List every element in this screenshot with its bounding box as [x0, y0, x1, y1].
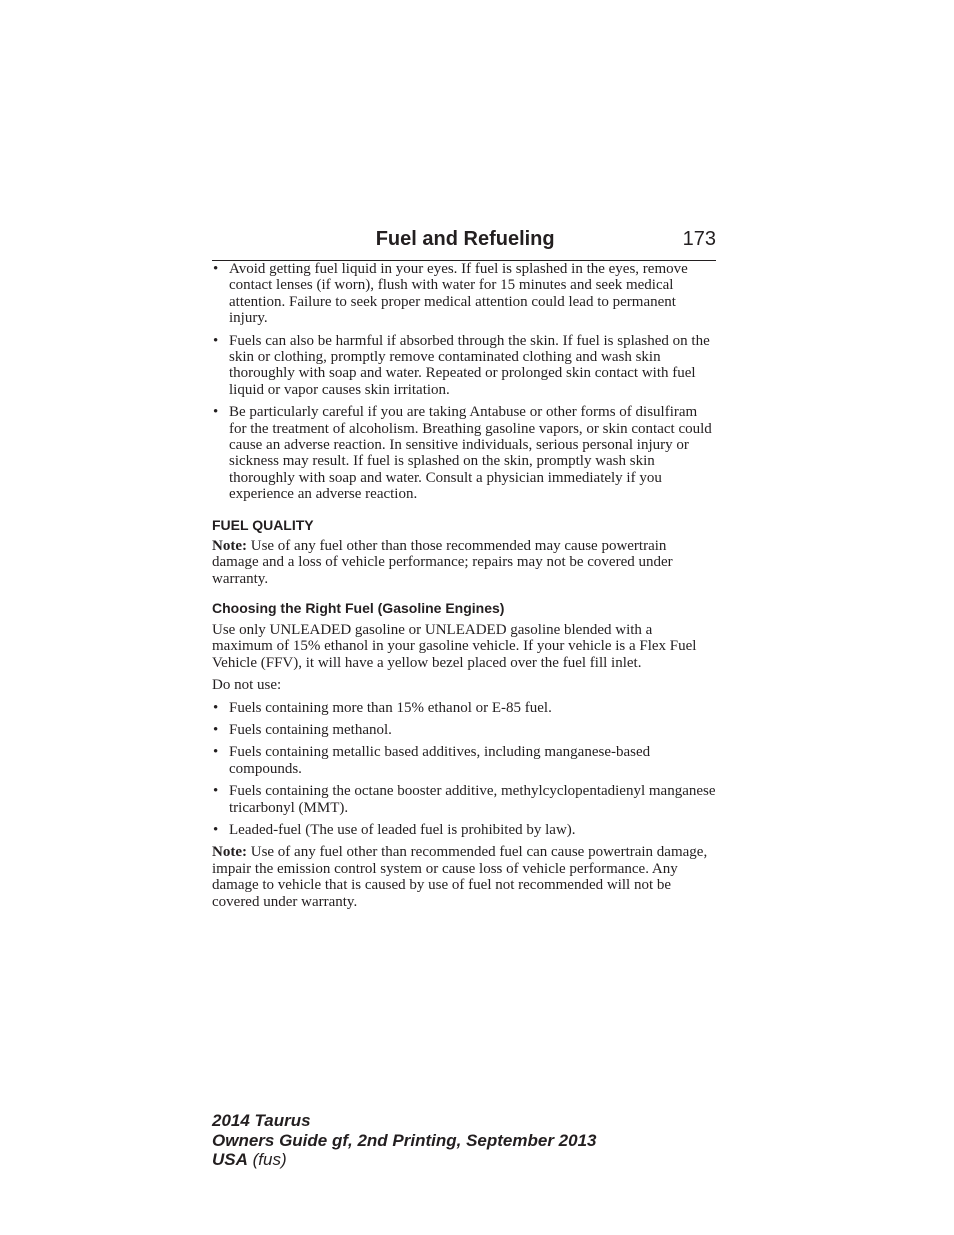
footer-region-main: USA	[212, 1150, 248, 1169]
page-footer	[212, 1111, 596, 1170]
fuel-quality-note	[212, 538, 716, 587]
footer-model: 2014 Taurus	[212, 1111, 311, 1130]
list-item: • Be particularly careful if you are taking Antabuse or other forms of disulfiram for the treatment of alcoholism. Breathing gasoline vapors, or skin contact could cause an adverse reaction. In sensitive individuals, serious personal injury or sickness may result. If fuel is splashed on the skin, promptly wash skin thoroughly with soap and water. Consult a physician immediately if you experience an adverse reaction.	[212, 404, 716, 502]
footer-region	[212, 1150, 596, 1170]
do-not-use-list	[212, 700, 716, 839]
note-text: Use of any fuel other than recommended fuel can cause powertrain damage, impair the emission control system or cause loss of vehicle performance. Any damage to vehicle that is caused by use of fuel not recommended will not be covered under warranty.	[212, 844, 708, 910]
note-text: Use of any fuel other than those recommended may cause powertrain damage and a loss of vehicle performance; repairs may not be covered under warranty.	[212, 537, 673, 587]
list-item: • Fuels can also be harmful if absorbed through the skin. If fuel is splashed on the skin or clothing, promptly remove contaminated clothing and wash skin thoroughly with soap and water. Repeated or prolonged skin contact with fuel liquid or vapor causes skin irritation.	[212, 333, 716, 399]
do-not-use-label: Do not use:	[212, 677, 282, 694]
choosing-fuel-heading: Choosing the Right Fuel (Gasoline Engines)	[212, 599, 505, 616]
list-item: • Fuels containing methanol.	[212, 722, 716, 738]
list-item: • Fuels containing metallic based additives, including manganese-based compounds.	[212, 744, 716, 777]
note-label: Note:	[212, 537, 247, 554]
note-label: Note:	[212, 844, 247, 861]
safety-bullet-list	[212, 261, 716, 503]
section-title: Fuel and Refueling	[375, 228, 555, 250]
page-content	[212, 228, 716, 910]
footer-region-suffix: (fus)	[247, 1150, 287, 1169]
page-number: 173	[682, 228, 716, 250]
choosing-fuel-note	[212, 844, 716, 910]
choosing-fuel-intro: Use only UNLEADED gasoline or UNLEADED gasoline blended with a maximum of 15% ethanol in your gasoline vehicle. If your vehicle is a Flex Fuel Vehicle (FFV), it will have a yellow bezel placed over the fuel fill inlet.	[212, 621, 697, 671]
list-item: • Leaded-fuel (The use of leaded fuel is prohibited by law).	[212, 822, 716, 838]
list-item: • Avoid getting fuel liquid in your eyes. If fuel is splashed in the eyes, remove contact lenses (if worn), flush with water for 15 minutes and seek medical attention. Failure to seek proper medical attention could lead to permanent injury.	[212, 261, 716, 327]
fuel-quality-heading: FUEL QUALITY	[212, 516, 314, 533]
footer-edition: Owners Guide gf, 2nd Printing, September 2013	[212, 1130, 597, 1150]
page-header	[212, 228, 716, 261]
list-item: • Fuels containing more than 15% ethanol or E-85 fuel.	[212, 700, 716, 716]
list-item: • Fuels containing the octane booster additive, methylcyclopentadienyl manganese tricarbonyl (MMT).	[212, 783, 716, 816]
